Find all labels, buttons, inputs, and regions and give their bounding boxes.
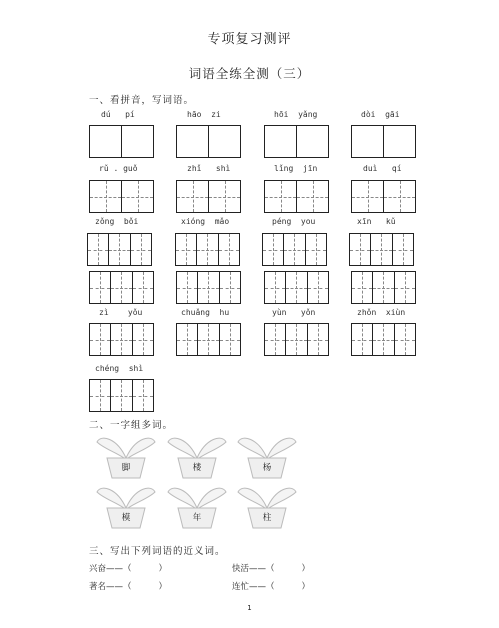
- writing-box[interactable]: [351, 271, 416, 304]
- writing-box[interactable]: [176, 125, 241, 158]
- word-pot: [236, 484, 298, 530]
- pinyin-label: péng you: [272, 217, 316, 226]
- writing-box[interactable]: [351, 180, 416, 213]
- word-pot: [236, 434, 298, 480]
- synonym-item[interactable]: 连忙——（ ）: [232, 582, 311, 592]
- pinyin-label: yùn yǒn: [272, 308, 316, 317]
- pinyin-label: hōi yǎng: [274, 110, 318, 119]
- pinyin-label: zhǒn xiùn: [357, 308, 406, 317]
- pinyin-label: duì qí: [363, 164, 402, 173]
- word-pot: [95, 484, 157, 530]
- word-pot: [166, 484, 228, 530]
- writing-box[interactable]: [87, 233, 152, 266]
- plant-pot-icon: [236, 434, 298, 480]
- writing-box[interactable]: [89, 323, 154, 356]
- word-pot-char: 杨: [262, 463, 272, 473]
- word-pot-char: 脚: [121, 463, 131, 473]
- pinyin-label: rǔ . guǒ: [99, 164, 138, 173]
- page-title: 专项复习测评: [207, 32, 292, 47]
- pinyin-label: hāo zi: [187, 110, 221, 119]
- plant-pot-icon: [95, 434, 157, 480]
- word-pot: [95, 434, 157, 480]
- writing-box[interactable]: [264, 271, 329, 304]
- synonym-item[interactable]: 兴奋——（ ）: [89, 564, 168, 574]
- writing-box[interactable]: [89, 180, 154, 213]
- writing-box[interactable]: [89, 379, 154, 412]
- pinyin-label: dú pí: [101, 110, 135, 119]
- writing-box[interactable]: [262, 233, 327, 266]
- plant-pot-icon: [236, 484, 298, 530]
- section3-heading: 三、写出下列词语的近义词。: [89, 546, 226, 557]
- writing-box[interactable]: [351, 125, 416, 158]
- pinyin-label: xīn kǔ: [357, 217, 396, 226]
- synonym-item[interactable]: 著名——（ ）: [89, 582, 168, 592]
- synonym-item[interactable]: 快活——（ ）: [232, 564, 311, 574]
- pinyin-label: chéng shì: [95, 364, 144, 373]
- writing-box[interactable]: [264, 323, 329, 356]
- writing-box[interactable]: [176, 180, 241, 213]
- writing-box[interactable]: [176, 323, 241, 356]
- word-pot-char: 年: [192, 513, 202, 523]
- word-pot-char: 楼: [192, 463, 202, 473]
- writing-box[interactable]: [264, 125, 329, 158]
- pinyin-label: xióng mǎo: [181, 217, 230, 226]
- pinyin-label: zì yǒu: [99, 308, 143, 317]
- page-subtitle: 词语全练全测（三）: [188, 66, 311, 81]
- pinyin-label: lǐng jīn: [274, 164, 318, 173]
- pinyin-label: zhǐ shì: [187, 164, 231, 173]
- writing-box[interactable]: [349, 233, 414, 266]
- page-number: 1: [247, 604, 252, 612]
- word-pot-char: 模: [121, 513, 131, 523]
- section1-heading: 一、看拼音，写词语。: [89, 95, 195, 106]
- writing-box[interactable]: [89, 125, 154, 158]
- writing-box[interactable]: [176, 271, 241, 304]
- plant-pot-icon: [166, 434, 228, 480]
- pinyin-label: dòi gāi: [361, 110, 400, 119]
- plant-pot-icon: [166, 484, 228, 530]
- pinyin-label: zǒng bǒi: [95, 217, 139, 226]
- writing-box[interactable]: [264, 180, 329, 213]
- plant-pot-icon: [95, 484, 157, 530]
- pinyin-label: chuǎng hu: [181, 308, 230, 317]
- writing-box[interactable]: [89, 271, 154, 304]
- word-pot-char: 柱: [262, 513, 272, 523]
- word-pot: [166, 434, 228, 480]
- writing-box[interactable]: [351, 323, 416, 356]
- section2-heading: 二、一字组多词。: [89, 420, 174, 431]
- writing-box[interactable]: [175, 233, 240, 266]
